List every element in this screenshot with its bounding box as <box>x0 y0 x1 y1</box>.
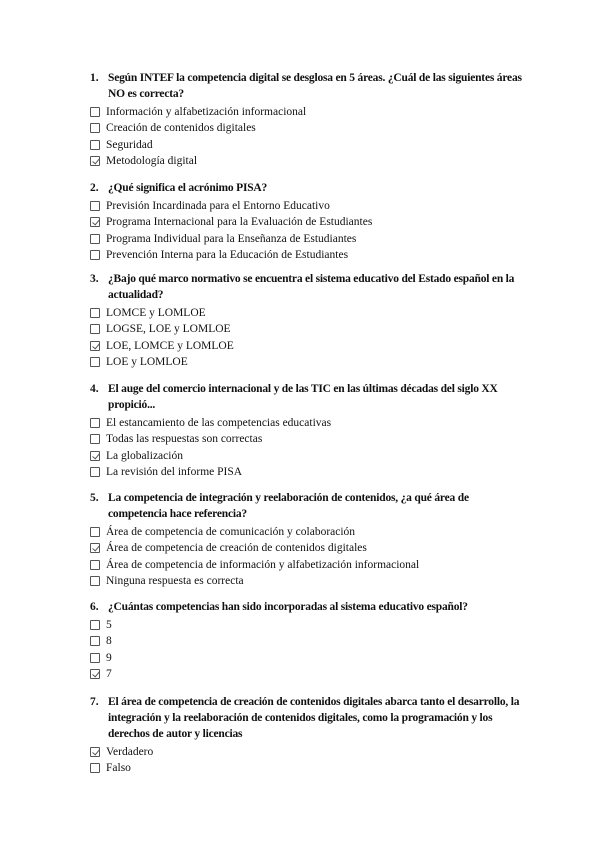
question-text: ¿Qué significa el acrónimo PISA? <box>108 182 268 194</box>
checkbox-checked-icon[interactable] <box>90 747 100 757</box>
answer-option[interactable] <box>90 540 367 556</box>
answer-option[interactable] <box>90 573 244 589</box>
checkbox-empty-icon[interactable] <box>90 250 100 260</box>
question-text: La competencia de integración y reelaboración de contenidos, ¿a qué área de competencia hace referencia? <box>108 492 469 520</box>
answer-option[interactable] <box>90 650 112 666</box>
answer-option-label: LOE, LOMCE y LOMLOE <box>106 339 234 352</box>
answer-option-label: Metodología digital <box>106 154 198 167</box>
answer-option[interactable] <box>90 120 256 136</box>
checkbox-empty-icon[interactable] <box>90 653 100 663</box>
checkbox-empty-icon[interactable] <box>90 467 100 477</box>
answer-option[interactable] <box>90 104 306 120</box>
answer-option[interactable] <box>90 431 262 447</box>
answer-option-label: La revisión del informe PISA <box>106 465 243 478</box>
answer-option[interactable] <box>90 137 153 153</box>
answer-option-label: El estancamiento de las competencias educativas <box>106 417 332 429</box>
answer-option-label: Área de competencia de información y alfabetización informacional <box>106 558 420 571</box>
answer-option[interactable] <box>90 557 419 573</box>
checkbox-checked-icon[interactable] <box>90 341 100 351</box>
question-number: 1. <box>90 72 99 84</box>
answer-option-label: Prevención Interna para la Educación de Estudiantes <box>106 248 349 261</box>
answer-option[interactable] <box>90 666 112 682</box>
checkbox-empty-icon[interactable] <box>90 560 100 570</box>
answer-option[interactable] <box>90 617 112 633</box>
question-number: 6. <box>90 601 99 613</box>
answer-option[interactable] <box>90 214 372 230</box>
answer-option[interactable] <box>90 524 355 540</box>
question-number: 2. <box>90 182 99 194</box>
checkbox-empty-icon[interactable] <box>90 123 100 133</box>
checkbox-checked-icon[interactable] <box>90 156 100 166</box>
answer-option-label: LOMCE y LOMLOE <box>106 307 206 319</box>
question-number: 3. <box>90 273 99 285</box>
answer-option[interactable] <box>90 464 242 480</box>
question-number: 4. <box>90 383 99 395</box>
answer-option-label: Todas las respuestas son correctas <box>106 433 263 446</box>
checkbox-empty-icon[interactable] <box>90 201 100 211</box>
question-text: ¿Cuántas competencias han sido incorporadas al sistema educativo español? <box>108 601 468 613</box>
answer-option[interactable] <box>90 633 112 649</box>
answer-option-label: 7 <box>106 667 112 680</box>
answer-option-label: 5 <box>106 619 112 631</box>
answer-option[interactable] <box>90 321 231 337</box>
checkbox-empty-icon[interactable] <box>90 107 100 117</box>
answer-option[interactable] <box>90 305 206 321</box>
checkbox-empty-icon[interactable] <box>90 418 100 428</box>
answer-option-label: 9 <box>106 651 112 664</box>
answer-option-label: Creación de contenidos digitales <box>106 122 256 135</box>
answer-option[interactable] <box>90 415 331 431</box>
answer-option-label: LOE y LOMLOE <box>106 355 188 368</box>
checkbox-empty-icon[interactable] <box>90 357 100 367</box>
checkbox-empty-icon[interactable] <box>90 140 100 150</box>
answer-option-label: Falso <box>106 762 131 775</box>
question-number: 7. <box>90 696 99 708</box>
question-text: El área de competencia de creación de contenidos digitales abarca tanto el desarrollo, la integración y la reelaboración de contenidos digitales, como la programación y los derechos de autor y licencias <box>108 696 520 740</box>
answer-option-label: Previsión Incardinada para el Entorno Educativo <box>106 200 330 212</box>
checkbox-empty-icon[interactable] <box>90 308 100 318</box>
answer-option[interactable] <box>90 744 153 760</box>
checkbox-checked-icon[interactable] <box>90 543 100 553</box>
answer-option[interactable] <box>90 247 348 263</box>
checkbox-empty-icon[interactable] <box>90 620 100 630</box>
answer-option-label: Verdadero <box>106 746 154 758</box>
answer-option[interactable] <box>90 198 330 214</box>
answer-option[interactable] <box>90 354 188 370</box>
checkbox-empty-icon[interactable] <box>90 527 100 537</box>
checkbox-empty-icon[interactable] <box>90 576 100 586</box>
answer-option-label: LOGSE, LOE y LOMLOE <box>106 323 231 336</box>
answer-option-label: 8 <box>106 635 112 648</box>
answer-option-label: Área de competencia de creación de contenidos digitales <box>106 542 367 555</box>
answer-option-label: La globalización <box>106 449 183 462</box>
answer-option[interactable] <box>90 231 356 247</box>
question-number: 5. <box>90 492 99 504</box>
checkbox-checked-icon[interactable] <box>90 451 100 461</box>
answer-option[interactable] <box>90 338 234 354</box>
checkbox-empty-icon[interactable] <box>90 434 100 444</box>
answer-option-label: Información y alfabetización informacional <box>106 106 307 118</box>
checkbox-empty-icon[interactable] <box>90 636 100 646</box>
answer-option[interactable] <box>90 760 131 776</box>
question-text: El auge del comercio internacional y de las TIC en las últimas décadas del siglo XX propició... <box>108 383 498 411</box>
checkbox-empty-icon[interactable] <box>90 763 100 773</box>
answer-option-label: Área de competencia de comunicación y colaboración <box>106 526 356 538</box>
checkbox-checked-icon[interactable] <box>90 669 100 679</box>
answer-option[interactable] <box>90 448 183 464</box>
answer-option-label: Seguridad <box>106 138 153 151</box>
answer-option-label: Ninguna respuesta es correcta <box>106 574 244 587</box>
checkbox-empty-icon[interactable] <box>90 324 100 334</box>
answer-option-label: Programa Internacional para la Evaluación de Estudiantes <box>106 216 373 229</box>
question-text: ¿Bajo qué marco normativo se encuentra el sistema educativo del Estado español en la actualidad? <box>108 273 515 301</box>
answer-option[interactable] <box>90 153 197 169</box>
checkbox-empty-icon[interactable] <box>90 234 100 244</box>
checkbox-checked-icon[interactable] <box>90 217 100 227</box>
answer-option-label: Programa Individual para la Enseñanza de Estudiantes <box>106 232 357 245</box>
question-text: Según INTEF la competencia digital se desglosa en 5 áreas. ¿Cuál de las siguientes áreas NO es correcta? <box>108 72 522 100</box>
